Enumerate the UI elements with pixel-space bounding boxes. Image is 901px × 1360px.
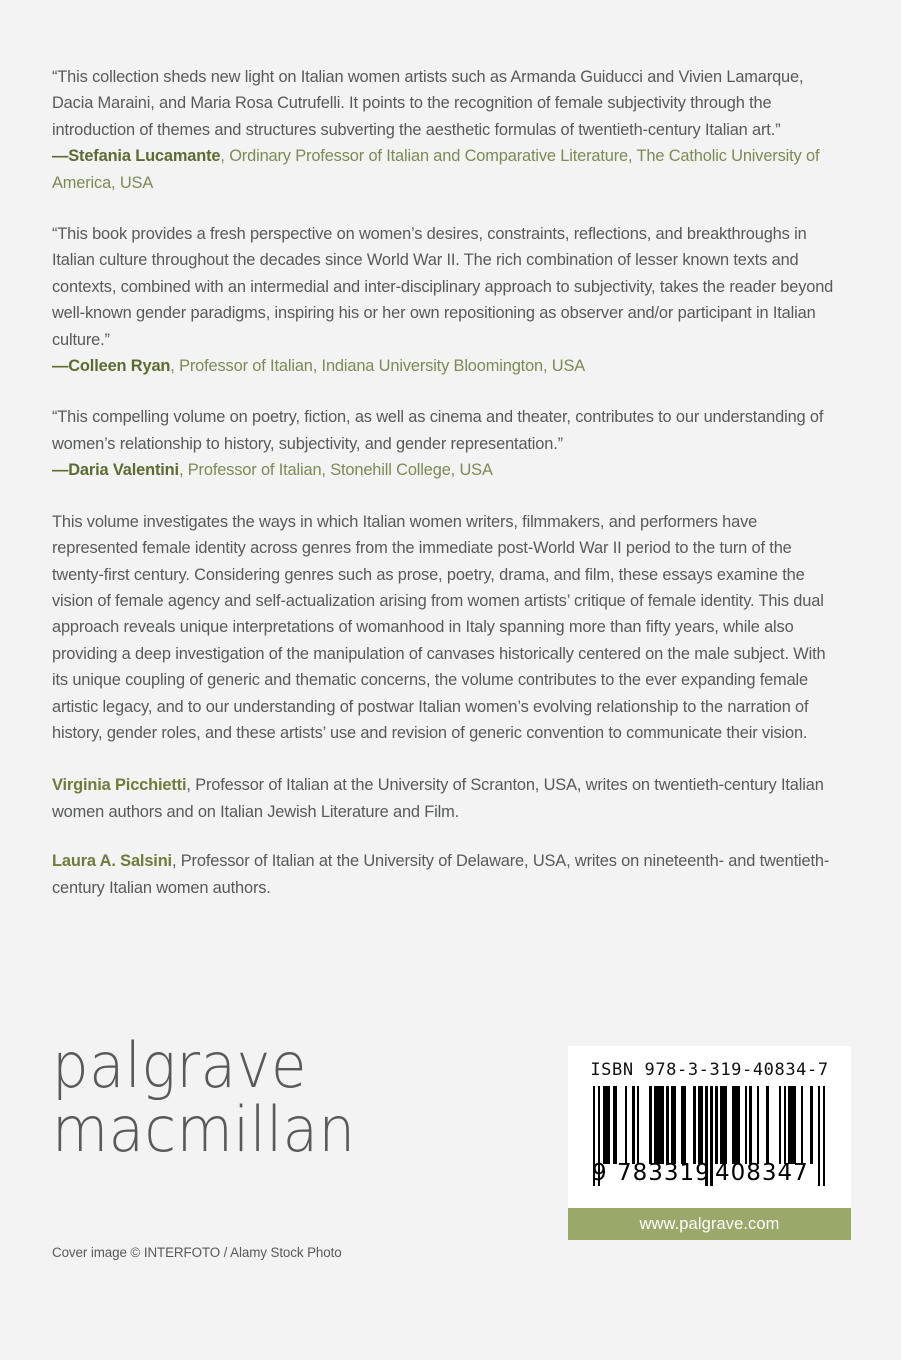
barcode-lead-digit: 9 [592, 1160, 608, 1186]
editor-bio-2 [52, 848, 840, 901]
editor-bio-text-1: , Professor of Italian at the University of Scranton, USA, writes on twentieth-century Italian women authors and on Italian Jewish Literature and Film. [52, 776, 824, 821]
ean13-barcode [593, 1086, 826, 1186]
book-description: This volume investigates the ways in which Italian women writers, filmmakers, and performers have represented female identity across genres from the immediate post-World War II period to the turn of the twenty-first century. Considering genres such as prose, poetry, drama, and film, these essays examine the vision of female agency and self-actualization arising from women artists’ critique of female identity. This dual approach reveals unique interpretations of womanhood in Italy spanning more than fifty years, while also providing a deep investigation of the manipulation of canvases historically centered on the male subject. With its unique coupling of generic and thematic concerns, the volume contributes to the ever expanding female artistic legacy, and to our understanding of postwar Italian women’s evolving relationship to the narration of history, gender roles, and these artists’ use and revision of generic convention to communicate their vision. [52, 512, 826, 742]
endorsement-block-3 [52, 404, 840, 483]
isbn-label: ISBN 978-3-319-40834-7 [590, 1060, 829, 1080]
cover-text-column [52, 64, 840, 924]
barcode-block [568, 1046, 851, 1240]
barcode-panel [568, 1046, 851, 1208]
editor-name-2: Laura A. Salsini [52, 852, 172, 871]
endorsement-affiliation-1: , Ordinary Professor of Italian and Comparative Literature, The Catholic University of America, USA [52, 147, 820, 192]
publisher-logo [52, 1029, 362, 1166]
endorsement-author-1: —Stefania Lucamante [52, 147, 221, 166]
publisher-logo-palgrave: palgrave [52, 1029, 307, 1102]
endorsement-quote-2: “This book provides a fresh perspective on women’s desires, constraints, reflections, and breakthroughs in Italian culture throughout the decades since World War II. The rich combination of lesser known texts and contexts, combined with an intermedial and inter-disciplinary approach to subjectivity, takes the reader beyond well-known gender paradigms, inspiring his or her own repositioning as observer and/or participant in Italian culture.” [52, 225, 834, 349]
endorsement-affiliation-3: , Professor of Italian, Stonehill College, USA [178, 461, 493, 480]
endorsement-author-2: —Colleen Ryan [52, 357, 171, 376]
endorsement-quote-1: “This collection sheds new light on Italian women artists such as Armanda Guiducci and Vivien Lamarque, Dacia Maraini, and Maria Rosa Cutrufelli. It points to the recognition of female subjectivity through the introduction of themes and structures subverting the aesthetic formulas of twentieth-century Italian art.” [52, 68, 804, 139]
endorsement-author-3: —Daria Valentini [52, 461, 179, 480]
endorsement-block-1 [52, 64, 840, 196]
barcode-right-group: 408347 [715, 1160, 809, 1186]
barcode-left-group: 783319 [617, 1160, 711, 1186]
palgrave-url-bar[interactable]: www.palgrave.com [568, 1208, 851, 1240]
editor-bio-1 [52, 772, 840, 825]
cover-image-credit: Cover image © INTERFOTO / Alamy Stock Photo [52, 1245, 342, 1260]
publisher-logo-macmillan: macmillan [52, 1093, 356, 1166]
endorsement-quote-3: “This compelling volume on poetry, fiction, as well as cinema and theater, contributes to our understanding of women’s relationship to history, subjectivity, and gender representation.” [52, 408, 824, 453]
endorsement-block-2 [52, 221, 840, 379]
endorsement-affiliation-2: , Professor of Italian, Indiana University Bloomington, USA [170, 357, 586, 376]
editor-bio-text-2: , Professor of Italian at the University of Delaware, USA, writes on nineteenth- and twentieth-century Italian women authors. [52, 852, 830, 897]
editor-name-1: Virginia Picchietti [52, 776, 187, 795]
barcode-digits [593, 1160, 826, 1186]
